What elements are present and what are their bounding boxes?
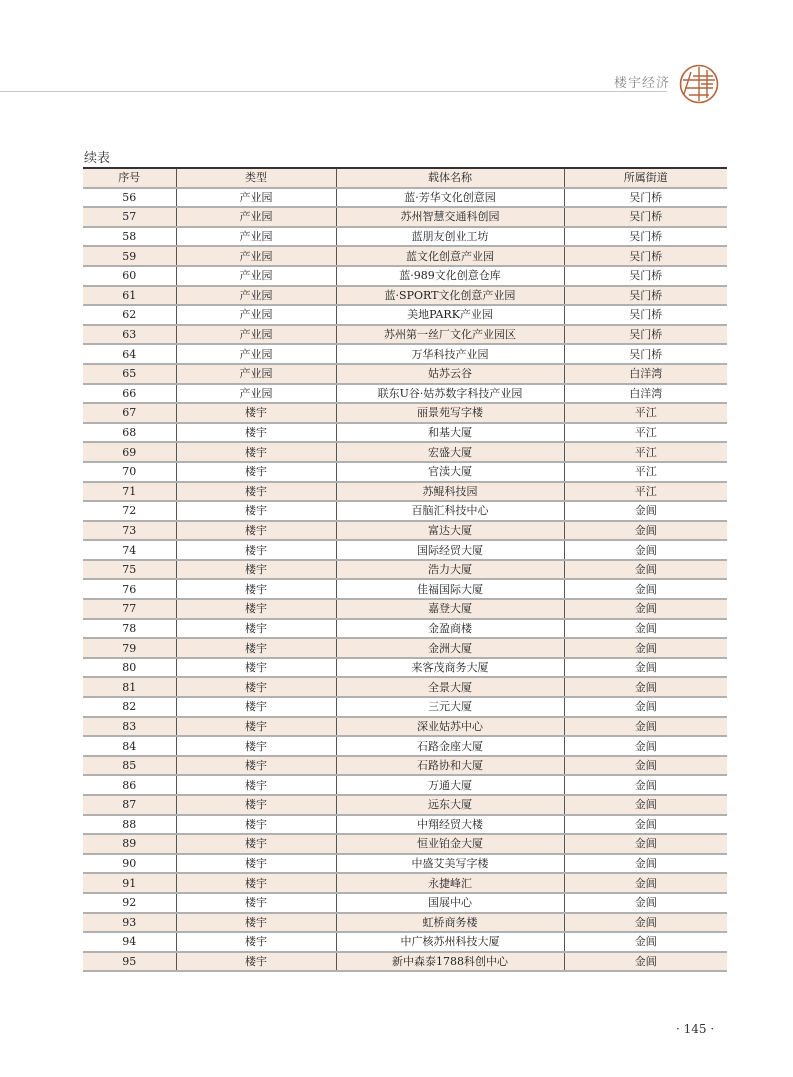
table-row	[83, 207, 727, 227]
table-row	[83, 540, 727, 560]
row-street: 金阊	[564, 658, 727, 678]
table-caption: 续表	[84, 151, 111, 166]
row-carrier-name: 金盈商楼	[336, 619, 564, 639]
table-row	[83, 756, 727, 776]
row-type: 楼宇	[176, 677, 336, 697]
row-carrier-name: 姑苏云谷	[336, 364, 564, 384]
row-type: 楼宇	[176, 658, 336, 678]
row-carrier-name: 蓝·芳华文化创意园	[336, 188, 564, 208]
row-street: 吴门桥	[564, 305, 727, 325]
table-row	[83, 717, 727, 737]
table-row	[83, 736, 727, 756]
row-street: 金阊	[564, 913, 727, 933]
page-number: · 145 ·	[676, 1022, 715, 1036]
row-type: 楼宇	[176, 560, 336, 580]
row-street: 金阊	[564, 560, 727, 580]
row-type: 楼宇	[176, 638, 336, 658]
row-carrier-name: 和基大厦	[336, 423, 564, 443]
row-type: 楼宇	[176, 423, 336, 443]
row-type: 楼宇	[176, 403, 336, 423]
row-number: 58	[83, 227, 176, 247]
table-row	[83, 266, 727, 286]
table-row	[83, 482, 727, 502]
table-row	[83, 246, 727, 266]
row-number: 79	[83, 638, 176, 658]
table-row	[83, 521, 727, 541]
table-row	[83, 364, 727, 384]
row-street: 金阊	[564, 579, 727, 599]
row-street: 金阊	[564, 501, 727, 521]
row-carrier-name: 万通大厦	[336, 775, 564, 795]
row-carrier-name: 蓝朋友创业工坊	[336, 227, 564, 247]
row-carrier-name: 国展中心	[336, 893, 564, 913]
row-street: 金阊	[564, 540, 727, 560]
row-number: 73	[83, 521, 176, 541]
row-number: 62	[83, 305, 176, 325]
table-row	[83, 599, 727, 619]
row-carrier-name: 全景大厦	[336, 677, 564, 697]
row-street: 吴门桥	[564, 207, 727, 227]
row-carrier-name: 中盛艾美写字楼	[336, 854, 564, 874]
row-number: 72	[83, 501, 176, 521]
table-row	[83, 579, 727, 599]
row-number: 90	[83, 854, 176, 874]
table-row	[83, 325, 727, 345]
row-street: 金阊	[564, 697, 727, 717]
row-number: 76	[83, 579, 176, 599]
table-row	[83, 619, 727, 639]
row-street: 平江	[564, 423, 727, 443]
table-row	[83, 188, 727, 208]
table-row	[83, 873, 727, 893]
row-street: 金阊	[564, 756, 727, 776]
row-street: 金阊	[564, 599, 727, 619]
row-carrier-name: 佳福国际大厦	[336, 579, 564, 599]
row-street: 金阊	[564, 795, 727, 815]
row-type: 产业园	[176, 364, 336, 384]
row-carrier-name: 丽景苑写字楼	[336, 403, 564, 423]
row-number: 82	[83, 697, 176, 717]
column-header: 序号	[83, 168, 176, 188]
row-number: 68	[83, 423, 176, 443]
row-number: 91	[83, 873, 176, 893]
row-number: 77	[83, 599, 176, 619]
row-type: 楼宇	[176, 893, 336, 913]
row-street: 金阊	[564, 775, 727, 795]
row-type: 楼宇	[176, 697, 336, 717]
row-street: 金阊	[564, 521, 727, 541]
row-type: 楼宇	[176, 775, 336, 795]
row-type: 楼宇	[176, 736, 336, 756]
row-carrier-name: 国际经贸大厦	[336, 540, 564, 560]
row-type: 楼宇	[176, 442, 336, 462]
row-number: 59	[83, 246, 176, 266]
row-carrier-name: 蓝·SPORT文化创意产业园	[336, 286, 564, 306]
row-carrier-name: 百脑汇科技中心	[336, 501, 564, 521]
table-row	[83, 560, 727, 580]
row-number: 66	[83, 384, 176, 404]
row-street: 吴门桥	[564, 188, 727, 208]
table-row	[83, 423, 727, 443]
table-row	[83, 658, 727, 678]
row-street: 平江	[564, 462, 727, 482]
row-number: 85	[83, 756, 176, 776]
table-row	[83, 854, 727, 874]
row-number: 81	[83, 677, 176, 697]
table-row	[83, 286, 727, 306]
table-row	[83, 677, 727, 697]
table-row	[83, 227, 727, 247]
row-number: 83	[83, 717, 176, 737]
row-street: 平江	[564, 442, 727, 462]
column-header: 所属街道	[564, 168, 727, 188]
row-carrier-name: 深业姑苏中心	[336, 717, 564, 737]
row-carrier-name: 永捷峰汇	[336, 873, 564, 893]
table-row	[83, 815, 727, 835]
row-type: 楼宇	[176, 756, 336, 776]
row-number: 86	[83, 775, 176, 795]
row-number: 65	[83, 364, 176, 384]
row-number: 64	[83, 344, 176, 364]
row-carrier-name: 恒业铂金大厦	[336, 834, 564, 854]
row-street: 金阊	[564, 717, 727, 737]
table-row	[83, 834, 727, 854]
row-carrier-name: 苏州第一丝厂文化产业园区	[336, 325, 564, 345]
row-number: 94	[83, 932, 176, 952]
row-type: 产业园	[176, 325, 336, 345]
row-number: 60	[83, 266, 176, 286]
row-street: 金阊	[564, 854, 727, 874]
table-row	[83, 795, 727, 815]
table-row	[83, 893, 727, 913]
table-row	[83, 932, 727, 952]
table-row	[83, 305, 727, 325]
row-type: 楼宇	[176, 932, 336, 952]
row-carrier-name: 富达大厦	[336, 521, 564, 541]
row-type: 产业园	[176, 344, 336, 364]
row-carrier-name: 联东U谷·姑苏数字科技产业园	[336, 384, 564, 404]
row-number: 89	[83, 834, 176, 854]
row-carrier-name: 浩力大厦	[336, 560, 564, 580]
table-row	[83, 913, 727, 933]
row-street: 吴门桥	[564, 325, 727, 345]
row-number: 71	[83, 482, 176, 502]
row-type: 楼宇	[176, 873, 336, 893]
row-carrier-name: 虹桥商务楼	[336, 913, 564, 933]
row-street: 吴门桥	[564, 227, 727, 247]
table-row	[83, 952, 727, 972]
row-number: 74	[83, 540, 176, 560]
row-number: 57	[83, 207, 176, 227]
row-street: 金阊	[564, 677, 727, 697]
row-street: 金阊	[564, 873, 727, 893]
row-number: 61	[83, 286, 176, 306]
row-street: 金阊	[564, 952, 727, 972]
row-type: 楼宇	[176, 521, 336, 541]
row-carrier-name: 来客茂商务大厦	[336, 658, 564, 678]
row-type: 楼宇	[176, 952, 336, 972]
row-type: 楼宇	[176, 815, 336, 835]
row-street: 白洋湾	[564, 364, 727, 384]
row-carrier-name: 金洲大厦	[336, 638, 564, 658]
table-row	[83, 638, 727, 658]
section-title: 楼宇经济	[614, 76, 671, 91]
row-carrier-name: 蓝·989文化创意仓库	[336, 266, 564, 286]
row-number: 92	[83, 893, 176, 913]
row-carrier-name: 万华科技产业园	[336, 344, 564, 364]
row-type: 楼宇	[176, 540, 336, 560]
table-row	[83, 501, 727, 521]
row-carrier-name: 三元大厦	[336, 697, 564, 717]
table-row	[83, 697, 727, 717]
row-carrier-name: 苏州智慧交通科创园	[336, 207, 564, 227]
row-street: 吴门桥	[564, 246, 727, 266]
row-type: 楼宇	[176, 717, 336, 737]
row-carrier-name: 蓝文化创意产业园	[336, 246, 564, 266]
row-street: 金阊	[564, 619, 727, 639]
row-number: 80	[83, 658, 176, 678]
row-number: 75	[83, 560, 176, 580]
row-street: 金阊	[564, 638, 727, 658]
row-type: 产业园	[176, 286, 336, 306]
row-carrier-name: 宏盛大厦	[336, 442, 564, 462]
row-street: 平江	[564, 482, 727, 502]
row-type: 产业园	[176, 207, 336, 227]
row-street: 吴门桥	[564, 286, 727, 306]
row-carrier-name: 中翔经贸大楼	[336, 815, 564, 835]
column-header: 载体名称	[336, 168, 564, 188]
table-row	[83, 384, 727, 404]
row-carrier-name: 嘉登大厦	[336, 599, 564, 619]
row-type: 楼宇	[176, 619, 336, 639]
row-street: 吴门桥	[564, 266, 727, 286]
row-type: 产业园	[176, 188, 336, 208]
row-type: 楼宇	[176, 482, 336, 502]
row-carrier-name: 新中森泰1788科创中心	[336, 952, 564, 972]
row-street: 平江	[564, 403, 727, 423]
row-carrier-name: 中广核苏州科技大厦	[336, 932, 564, 952]
row-number: 56	[83, 188, 176, 208]
row-carrier-name: 美地PARK产业园	[336, 305, 564, 325]
row-type: 楼宇	[176, 599, 336, 619]
row-number: 93	[83, 913, 176, 933]
row-type: 产业园	[176, 246, 336, 266]
row-type: 楼宇	[176, 579, 336, 599]
table-row	[83, 462, 727, 482]
row-type: 楼宇	[176, 501, 336, 521]
table-row	[83, 403, 727, 423]
row-number: 67	[83, 403, 176, 423]
row-carrier-name: 苏鲲科技园	[336, 482, 564, 502]
section-logo-icon	[679, 64, 719, 104]
row-type: 产业园	[176, 305, 336, 325]
row-type: 产业园	[176, 227, 336, 247]
row-number: 78	[83, 619, 176, 639]
table-header-row	[83, 168, 727, 188]
row-number: 87	[83, 795, 176, 815]
row-carrier-name: 远东大厦	[336, 795, 564, 815]
row-number: 88	[83, 815, 176, 835]
row-carrier-name: 官渎大厦	[336, 462, 564, 482]
table-row	[83, 775, 727, 795]
table-row	[83, 442, 727, 462]
row-number: 95	[83, 952, 176, 972]
row-street: 白洋湾	[564, 384, 727, 404]
row-street: 金阊	[564, 932, 727, 952]
row-type: 楼宇	[176, 834, 336, 854]
row-street: 吴门桥	[564, 344, 727, 364]
row-type: 楼宇	[176, 795, 336, 815]
row-type: 楼宇	[176, 462, 336, 482]
row-type: 楼宇	[176, 854, 336, 874]
row-number: 69	[83, 442, 176, 462]
row-carrier-name: 石路协和大厦	[336, 756, 564, 776]
row-type: 产业园	[176, 266, 336, 286]
header-rule	[0, 91, 667, 92]
row-street: 金阊	[564, 893, 727, 913]
row-carrier-name: 石路金座大厦	[336, 736, 564, 756]
carrier-table	[83, 167, 727, 972]
table-row	[83, 344, 727, 364]
row-street: 金阊	[564, 815, 727, 835]
column-header: 类型	[176, 168, 336, 188]
row-type: 楼宇	[176, 913, 336, 933]
row-street: 金阊	[564, 736, 727, 756]
row-number: 63	[83, 325, 176, 345]
row-type: 产业园	[176, 384, 336, 404]
row-street: 金阊	[564, 834, 727, 854]
row-number: 84	[83, 736, 176, 756]
row-number: 70	[83, 462, 176, 482]
